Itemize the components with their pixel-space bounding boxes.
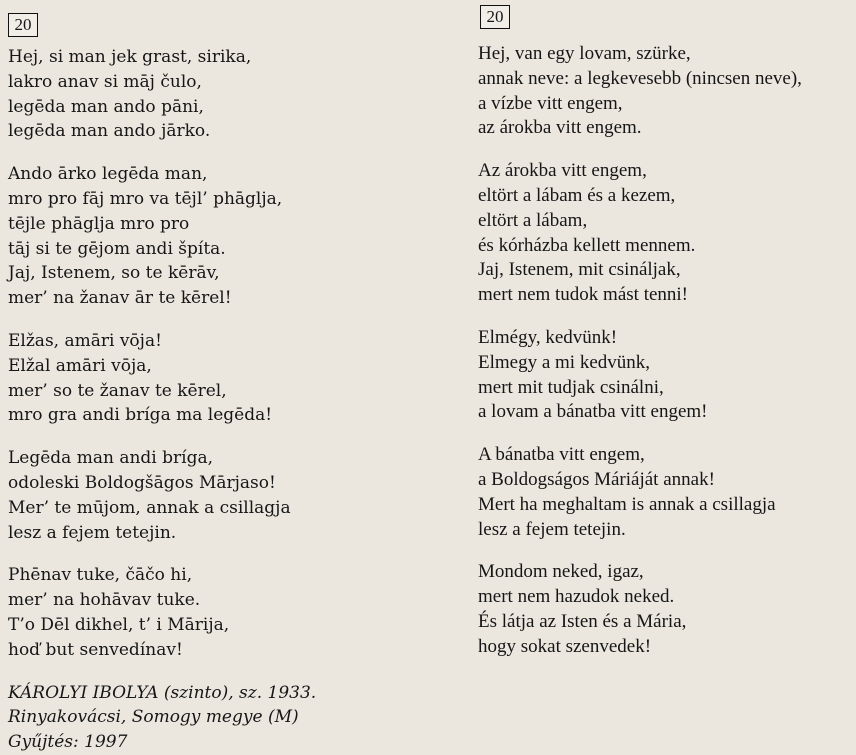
left-poem-line: Jaj, Istenem, so te kērāv, — [8, 263, 220, 284]
left-stanza — [8, 45, 316, 144]
right-poem-line: mert nem hazudok neked. — [478, 586, 675, 608]
right-poem-line: Az árokba vitt engem, — [478, 160, 647, 182]
right-poem-line: És látja az Isten és a Mária, — [478, 610, 687, 632]
left-poem-line: Legēda man andi bríga, — [8, 448, 213, 469]
right-poem-line: lesz a fejem tetejin. — [478, 518, 626, 540]
left-poem-line: Elžal amāri vōja, — [8, 355, 152, 376]
left-poem-line: tējle phāglja mro pro — [8, 213, 190, 234]
right-poem-line: mert mit tudjak csinálni, — [478, 376, 664, 398]
right-poem-line: Elmegy a mi kedvünk, — [478, 351, 651, 373]
right-page-number: 20 — [480, 5, 510, 29]
right-poem-line: a Boldogságos Máriáját annak! — [478, 468, 715, 490]
left-poem-column — [8, 45, 316, 755]
singer-credit: KÁROLYI IBOLYA (szinto), sz. 1933. — [8, 682, 317, 703]
left-poem-line: odoleski Boldogšāgos Mārjaso! — [8, 472, 276, 493]
left-poem-line: lakro anav si māj čulo, — [8, 71, 202, 92]
right-stanza — [478, 560, 802, 659]
right-poem-line: hogy sokat szenvedek! — [478, 635, 652, 657]
right-poem-line: eltört a lábam és a kezem, — [478, 184, 676, 206]
left-poem-line: legēda man ando pāni, — [8, 96, 204, 117]
left-poem-line: mer’ na žanav ār te kērel! — [8, 288, 232, 309]
right-poem-line: a lovam a bánatba vitt engem! — [478, 401, 708, 423]
left-stanza — [8, 563, 316, 662]
right-poem-line: az árokba vitt engem. — [478, 117, 642, 139]
right-stanza — [478, 443, 802, 542]
left-poem-line: mro gra andi bríga ma legēda! — [8, 405, 273, 426]
right-poem-line: Mondom neked, igaz, — [478, 561, 644, 583]
left-page-number: 20 — [8, 13, 38, 37]
right-poem-line: mert nem tudok mást tenni! — [478, 284, 689, 306]
right-poem-line: eltört a lábam, — [478, 209, 588, 231]
location-credit: Rinyakovácsi, Somogy megye (M) — [8, 707, 299, 728]
left-poem-line: mer’ so te žanav te kērel, — [8, 380, 227, 401]
left-stanza — [8, 162, 316, 311]
left-poem-line: Ando ārko legēda man, — [8, 164, 208, 185]
left-poem-line: tāj si te gējom andi špíta. — [8, 238, 226, 259]
credits-block — [8, 681, 316, 755]
right-stanzas — [478, 42, 802, 660]
right-poem-line: A bánatba vitt engem, — [478, 444, 645, 466]
left-poem-line: T’o Dēl dikhel, t’ i Mārija, — [8, 614, 230, 635]
left-poem-line: Phēnav tuke, čāčo hi, — [8, 565, 193, 586]
collection-credit: Gyűjtés: 1997 — [8, 732, 128, 753]
left-poem-line: lesz a fejem tetejin. — [8, 522, 177, 543]
right-poem-line: Mert ha meghaltam is annak a csillagja — [478, 493, 776, 515]
left-stanzas — [8, 45, 316, 663]
left-poem-line: legēda man ando jārko. — [8, 121, 211, 142]
left-poem-line: Mer’ te mūjom, annak a csillagja — [8, 497, 291, 518]
right-poem-line: Hej, van egy lovam, szürke, — [478, 43, 691, 64]
right-poem-line: és kórházba kellett mennem. — [478, 234, 696, 256]
right-stanza — [478, 159, 802, 308]
left-poem-line: hoď but senvedínav! — [8, 639, 183, 660]
left-poem-line: Hej, si man jek grast, sirika, — [8, 47, 252, 67]
left-poem-line: mro pro fāj mro va tējl’ phāglja, — [8, 188, 283, 209]
left-poem-line: Elžas, amāri vōja! — [8, 330, 162, 351]
right-poem-line: a vízbe vitt engem, — [478, 92, 623, 114]
right-stanza — [478, 326, 802, 425]
right-poem-line: Jaj, Istenem, mit csináljak, — [478, 259, 681, 281]
left-stanza — [8, 329, 316, 428]
left-poem-line: mer’ na hohāvav tuke. — [8, 590, 201, 611]
right-poem-column — [478, 42, 802, 678]
right-poem-line: annak neve: a legkevesebb (nincsen neve), — [478, 67, 802, 89]
left-stanza — [8, 446, 316, 545]
right-stanza — [478, 42, 802, 141]
right-poem-line: Elmégy, kedvünk! — [478, 326, 618, 348]
